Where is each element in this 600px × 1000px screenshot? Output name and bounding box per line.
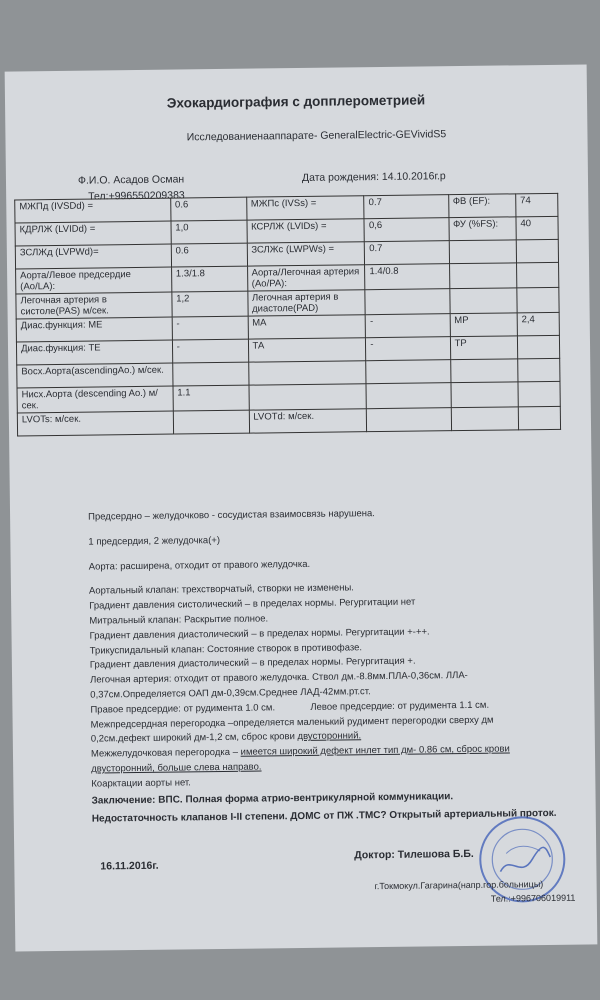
- clinic-address: г.Токмокул.Гагарина(напр.гор.больницы): [374, 879, 544, 892]
- finding-line: Аортальный клапан: трехстворчатый, створки не изменены.: [88, 582, 354, 597]
- finding-line: Градиент давления диастолический – в пределах нормы. Регургитация +.: [89, 655, 416, 671]
- report-date: 16.11.2016г.: [100, 859, 159, 873]
- table-cell: [366, 360, 450, 384]
- table-cell: [449, 240, 517, 264]
- table-cell: [518, 358, 560, 382]
- finding-line: Легочная артерия: отходит от правого желудочка. Ствол дм.-8.8мм.ПЛА-0,36см. ЛЛА-: [90, 670, 468, 686]
- table-cell: [450, 359, 518, 383]
- table-cell: 40: [516, 216, 558, 240]
- table-cell: [248, 384, 366, 410]
- table-cell: КДРЛЖ (LVIDd) =: [15, 221, 171, 246]
- table-cell: [366, 383, 450, 409]
- table-cell: МЖПс (IVSs) =: [246, 196, 364, 220]
- table-cell: -: [366, 337, 450, 361]
- patient-dob: Дата рождения: 14.10.2016г.р: [301, 170, 446, 184]
- table-cell: 0,6: [364, 218, 448, 242]
- report-sheet: [5, 64, 598, 951]
- left-atrium-text: Левое предсердие: от рудимента 1.1 см.: [310, 699, 490, 713]
- table-cell: [172, 362, 248, 386]
- table-cell: [517, 335, 559, 359]
- table-cell: Легочная артерия в диастоле(PAD): [247, 290, 365, 316]
- table-cell: Нисх.Аорта (descending Ao.) м/сек.: [17, 386, 173, 413]
- table-cell: -: [366, 314, 450, 338]
- table-cell: МЖПд (IVSDd) =: [15, 198, 171, 223]
- table-cell: [517, 287, 559, 313]
- conclusion-line-1: Заключение: ВПС. Полная форма атрио-вентрикулярной коммуникации.: [91, 791, 454, 807]
- doctor-name: Доктор: Тилешова Б.Б.: [354, 847, 474, 862]
- equipment-line: Исследованиенааппарате- GeneralElectric-GEVividS5: [186, 128, 447, 144]
- finding-line: Митральный клапан: Раскрытие полное.: [89, 613, 269, 627]
- findings: [88, 505, 569, 792]
- table-cell: 1.1: [173, 385, 249, 411]
- table-cell: 2,4: [517, 312, 559, 336]
- table-cell: ФВ (EF):: [448, 194, 516, 218]
- finding-line: Трикуспидальный клапан: Состояние створок в противофазе.: [89, 641, 363, 657]
- table-cell: [516, 239, 558, 263]
- table-cell: [367, 408, 451, 432]
- table-cell: [248, 361, 366, 385]
- table-cell: Восх.Аорта(ascendingAo.) м/сек.: [17, 363, 173, 388]
- table-cell: LVOTs: м/сек.: [17, 411, 173, 436]
- table-cell: Легочная артерия в систоле(PAS) м/сек.: [16, 292, 172, 319]
- table-cell: -: [172, 316, 248, 340]
- finding-line: Градиент давления диастолический – в пределах нормы. Регургитации +-++.: [89, 626, 430, 642]
- table-cell: [516, 262, 558, 288]
- finding-line: 0,37см.Определяется ОАП дм-0,39см.Среднее ЛАД-42мм.рт.ст.: [90, 686, 371, 701]
- clinic-stamp-icon: [476, 813, 569, 906]
- table-cell: 1,2: [172, 291, 248, 317]
- finding-line: Аорта: расширена, отходит от правого желудочка.: [88, 558, 311, 573]
- table-cell: [451, 382, 519, 408]
- finding-line: двусторонний, больше слева направо.: [91, 761, 262, 775]
- table-cell: [173, 410, 249, 434]
- table-cell: ЗСЛЖс (LWPWs) =: [247, 242, 365, 266]
- table-cell: 1.3/1.8: [171, 266, 247, 292]
- table-cell: 74: [516, 193, 558, 217]
- table-cell: 0.6: [171, 243, 247, 267]
- right-atrium-text: Правое предсердие: от рудимента 1.0 см.: [90, 702, 276, 716]
- table-cell: ЗСЛЖд (LVPWd)=: [15, 244, 171, 269]
- table-cell: 1.4/0.8: [365, 264, 449, 290]
- patient-name: Ф.И.О. Асадов Осман: [77, 173, 185, 187]
- table-cell: ТР: [450, 336, 518, 360]
- measurements-table: [14, 193, 561, 437]
- table-cell: 1,0: [171, 220, 247, 244]
- table-cell: [365, 289, 449, 315]
- table-cell: 0.6: [170, 197, 246, 221]
- table-cell: МР: [450, 313, 518, 337]
- patient-phone: Тел:+996550209383: [88, 189, 185, 203]
- finding-line: Градиент давления систолический – в пределах нормы. Регургитации нет: [89, 596, 416, 612]
- finding-line: Коарктации аорты нет.: [91, 777, 191, 790]
- report-title: Эхокардиография с допплерометрией: [166, 92, 426, 111]
- table-cell: [518, 381, 560, 407]
- table-cell: Аорта/Левое предсердие (Ao/LA):: [16, 267, 172, 294]
- table-cell: ФУ (%FS):: [448, 217, 516, 241]
- finding-line: 1 предсердия, 2 желудочка(+): [88, 534, 221, 548]
- table-cell: [449, 288, 517, 314]
- finding-line: Предсердно – желудочково - сосудистая взаимосвязь нарушена.: [88, 508, 375, 523]
- table-cell: Диас.функция: МЕ: [16, 317, 172, 342]
- table-cell: МА: [248, 315, 366, 339]
- conclusion-line-2: Недостаточность клапанов I-II степени. ДОМС от ПЖ .ТМС? Открытый артериальный проток.: [91, 807, 557, 825]
- table-cell: 0.7: [365, 241, 449, 265]
- finding-line: Межпредсердная перегородка –определяется маленький рудимент перегородки сверху дм: [90, 714, 494, 731]
- table-cell: КСРЛЖ (LVIDs) =: [246, 219, 364, 243]
- vsd-text: имеется широкий дефект инлет тип дм- 0.86 см, сброс крови: [240, 743, 510, 758]
- table-cell: [518, 406, 560, 430]
- table-cell: LVOTd: м/сек.: [249, 409, 367, 433]
- table-cell: 0.7: [364, 195, 448, 219]
- clinic-phone: Тел.:+996706019911: [490, 892, 576, 904]
- asd-text: 0,2см.дефект широкий дм-1,2 см, сброс крови: [90, 731, 298, 745]
- table-cell: Диас.функция: ТЕ: [16, 340, 172, 365]
- table-cell: ТА: [248, 338, 366, 362]
- asd-bidirectional: двусторонний.: [297, 730, 362, 743]
- table-cell: [451, 407, 519, 431]
- table-cell: [449, 263, 517, 289]
- table-cell: -: [172, 339, 248, 363]
- table-cell: Аорта/Легочная артерия (Ao/PA):: [247, 265, 365, 291]
- vsd-label: Межжелудочковая перегородка –: [90, 746, 241, 760]
